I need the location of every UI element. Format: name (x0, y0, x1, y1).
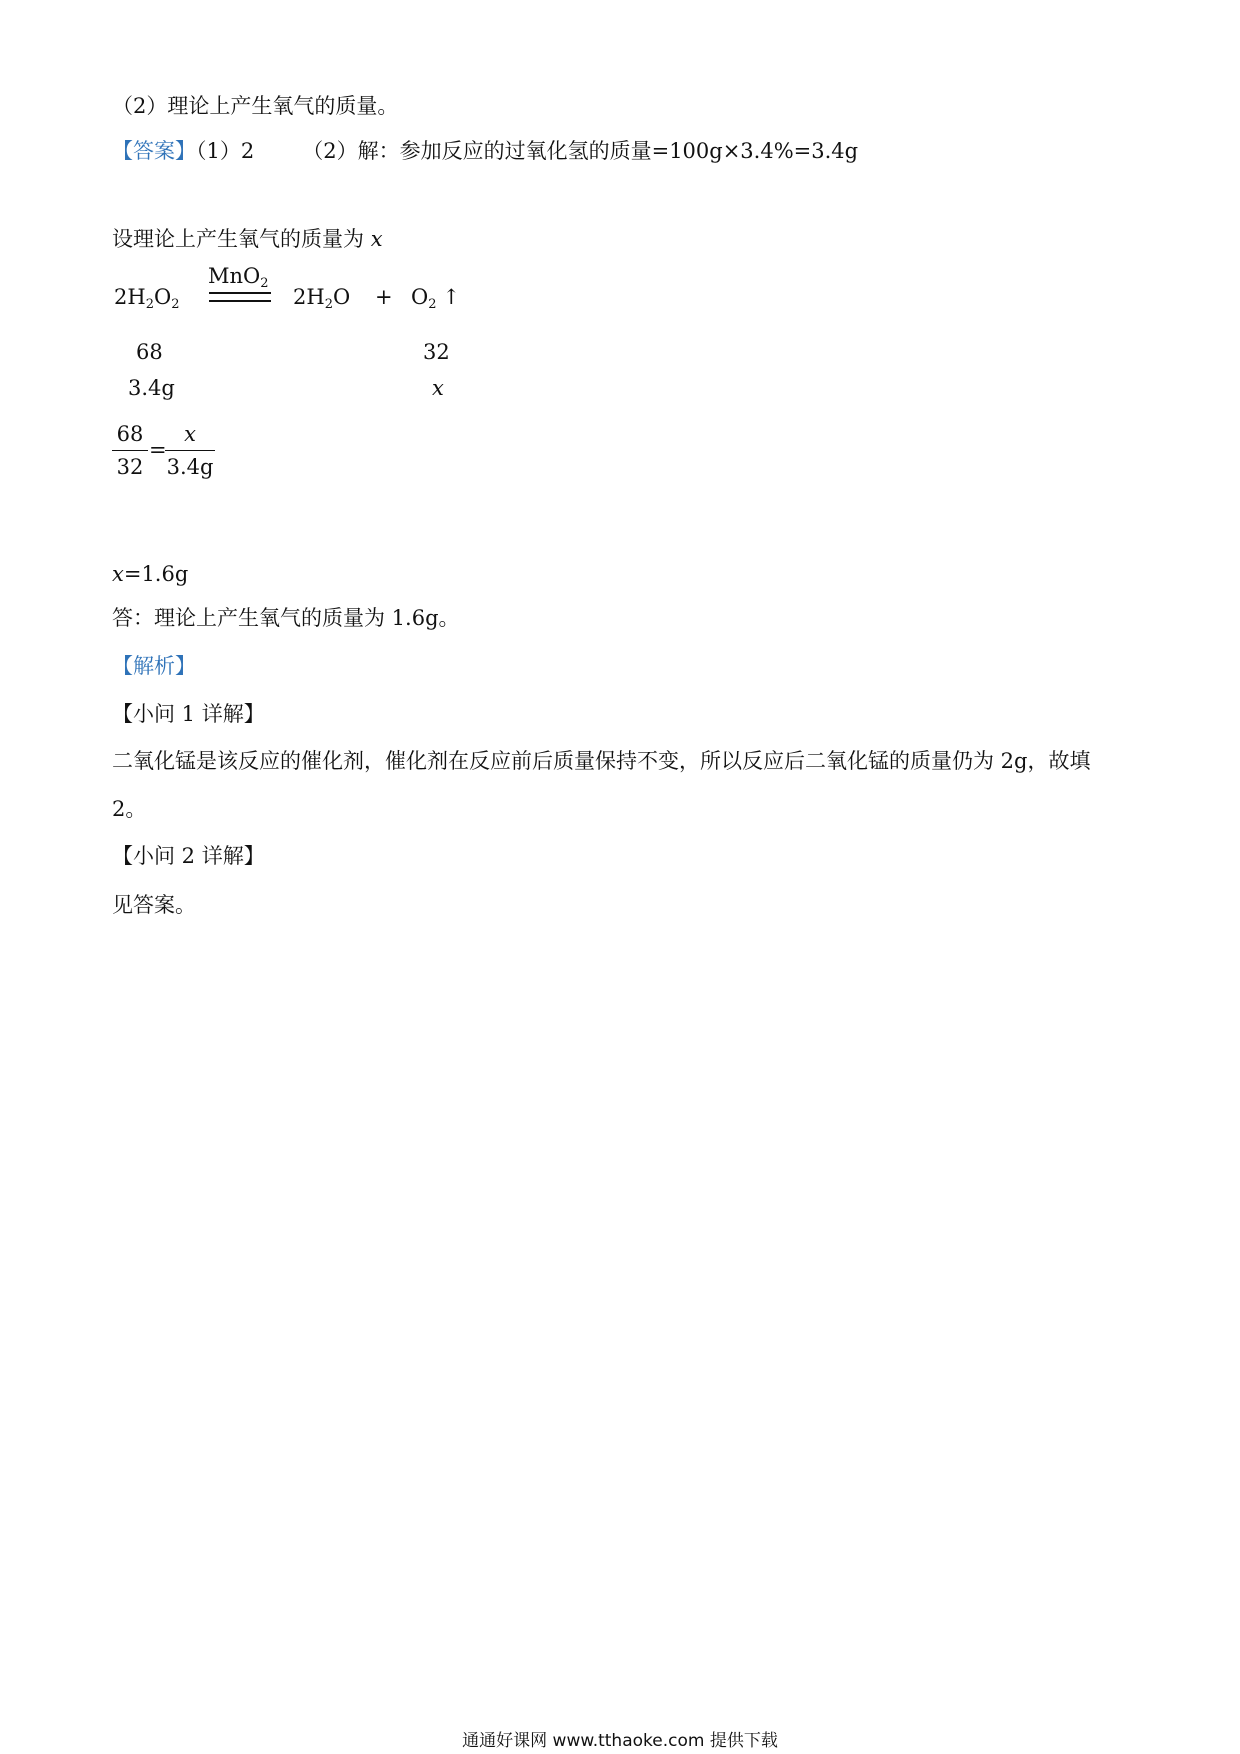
q1-text-line2: 2。 (112, 797, 147, 821)
ratio-left-top: 68 (136, 340, 163, 364)
product1-formula: $2H_2O$ (293, 285, 351, 312)
gas-arrow-icon: ↑ (442, 285, 461, 309)
setup-text: 设理论上产生氧气的质量为 (112, 227, 371, 251)
reaction-equals-sign (209, 292, 271, 302)
reactant-formula: $2H_2O_2$ (114, 285, 180, 312)
setup-var: x (370, 227, 383, 251)
q1-heading: 【小问 1 详解】 (112, 702, 265, 726)
solution-setup (112, 225, 383, 253)
proportion-equals: = (149, 438, 167, 462)
answer-part2: （2）解：参加反应的过氧化氢的质量=100g×3.4%=3.4g (302, 139, 859, 163)
conclusion: 答：理论上产生氧气的质量为 1.6g。 (112, 606, 460, 630)
answer-tag: 【答案】 (112, 139, 196, 163)
page-footer: 通通好课网 www.tthaoke.com 提供下载 (462, 1731, 778, 1751)
fraction-right: $\frac{x}{3.4g}$ (166, 422, 214, 479)
plus-sign: + (375, 285, 393, 309)
ratio-right-top: 32 (423, 340, 450, 364)
answer-part1: （1）2 (196, 139, 255, 163)
fraction-left: $\frac{68}{32}$ (112, 420, 148, 481)
q2-heading: 【小问 2 详解】 (112, 844, 265, 868)
answer-line (112, 137, 858, 165)
catalyst-label: MnO$_2$ (208, 264, 269, 291)
ratio-left-bottom: 3.4g (128, 376, 175, 400)
product2-formula: $O_2$ ↑ (411, 285, 461, 312)
q1-text-line1: 二氧化锰是该反应的催化剂，催化剂在反应前后质量保持不变，所以反应后二氧化锰的质量仍为 2g，故填 (112, 749, 1091, 773)
question-part2: （2）理论上产生氧气的质量。 (112, 94, 399, 118)
analysis-tag: 【解析】 (112, 654, 196, 678)
result-line: x=1.6g (112, 562, 189, 586)
q2-text: 见答案。 (112, 893, 196, 917)
ratio-right-bottom: x (432, 376, 444, 400)
